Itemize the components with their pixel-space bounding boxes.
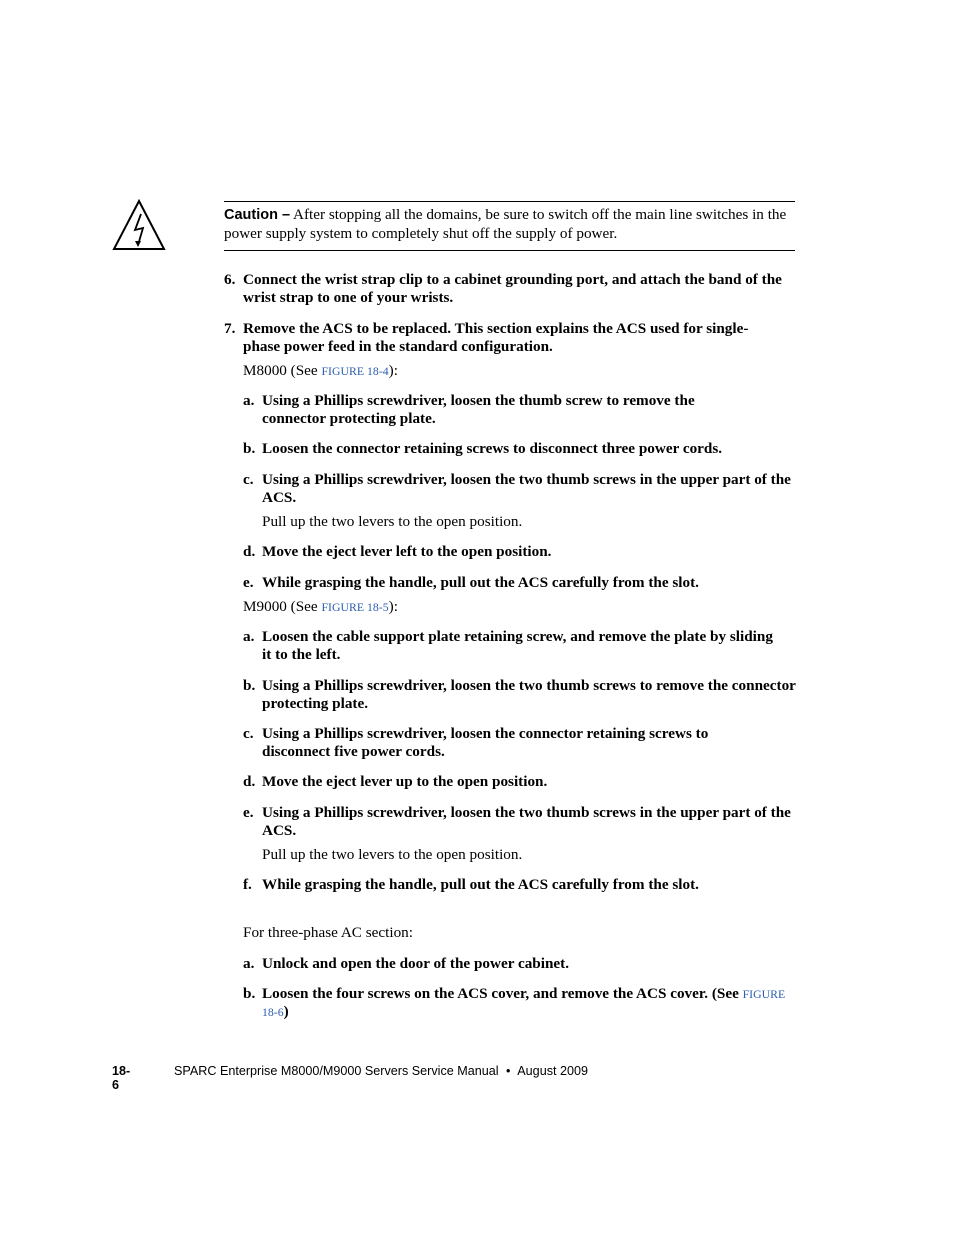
m9000-heading bbox=[243, 598, 398, 616]
caution-label: Caution – bbox=[224, 207, 291, 223]
electrical-hazard-icon bbox=[112, 199, 166, 251]
substep-text: While grasping the handle, pull out the ACS carefully from the slot. bbox=[262, 574, 699, 591]
substep-letter: e. bbox=[243, 574, 254, 591]
footer-date: August 2009 bbox=[517, 1064, 589, 1078]
caution-bottom-rule bbox=[224, 250, 795, 251]
step-number: 6. bbox=[224, 271, 236, 288]
substep-letter: c. bbox=[243, 471, 254, 488]
substep-letter: d. bbox=[243, 773, 256, 790]
m9000-prefix: M9000 (See bbox=[243, 598, 322, 615]
three-phase-intro: For three-phase AC section: bbox=[243, 924, 413, 941]
step-text: Remove the ACS to be replaced. This section explains the ACS used for single-phase power feed in the standard configuration. bbox=[243, 320, 749, 355]
figure-18-4-link[interactable]: FIGURE 18-4 bbox=[321, 364, 389, 378]
substep-text: Unlock and open the door of the power cabinet. bbox=[262, 955, 570, 972]
footer-bullet: • bbox=[506, 1064, 511, 1078]
figure-18-5-link[interactable]: FIGURE 18-5 bbox=[321, 600, 389, 614]
substep-text: Loosen the connector retaining screws to disconnect three power cords. bbox=[262, 440, 723, 457]
step-text: Connect the wrist strap clip to a cabinet grounding port, and attach the band of the wrist strap to one of your wrists. bbox=[243, 271, 782, 306]
substep-text: While grasping the handle, pull out the ACS carefully from the slot. bbox=[262, 876, 699, 893]
m8000-suffix: ): bbox=[388, 362, 398, 379]
m8000-step-c-note: Pull up the two levers to the open position. bbox=[262, 513, 523, 530]
substep-letter: c. bbox=[243, 725, 254, 742]
substep-letter: b. bbox=[243, 985, 256, 1002]
caution-top-rule bbox=[224, 201, 795, 202]
substep-letter: b. bbox=[243, 440, 256, 457]
substep-text bbox=[262, 985, 799, 1021]
caution-text: After stopping all the domains, be sure to switch off the main line switches in the power supply system to completely shut off the supply of power. bbox=[224, 206, 787, 242]
page-number: 18-6 bbox=[112, 1064, 131, 1092]
manual-title: SPARC Enterprise M8000/M9000 Servers Service Manual bbox=[174, 1064, 499, 1078]
substep-text: Using a Phillips screwdriver, loosen the two thumb screws in the upper part of the ACS. bbox=[262, 471, 791, 506]
substep-letter: a. bbox=[243, 392, 255, 409]
m8000-prefix: M8000 (See bbox=[243, 362, 322, 379]
substep-letter: a. bbox=[243, 628, 255, 645]
figure-18-6-link[interactable]: FIGURE 18-6 bbox=[262, 987, 786, 1019]
substep-text-body: Loosen the four screws on the ACS cover, and remove the ACS cover. (See bbox=[262, 985, 739, 1002]
closing-paren: ) bbox=[283, 1003, 289, 1020]
substep-text: Using a Phillips screwdriver, loosen the two thumb screws to remove the connector protecting plate. bbox=[262, 677, 796, 712]
substep-text: Using a Phillips screwdriver, loosen the thumb screw to remove the connector protecting plate. bbox=[262, 392, 695, 427]
substep-letter: f. bbox=[243, 876, 252, 893]
substep-text: Loosen the cable support plate retaining screw, and remove the plate by sliding it to the left. bbox=[262, 628, 773, 663]
m9000-suffix: ): bbox=[388, 598, 398, 615]
substep-letter: a. bbox=[243, 955, 255, 972]
caution-note bbox=[224, 206, 799, 243]
substep-letter: d. bbox=[243, 543, 256, 560]
step-number: 7. bbox=[224, 320, 236, 337]
substep-text: Using a Phillips screwdriver, loosen the two thumb screws in the upper part of the ACS. bbox=[262, 804, 791, 839]
footer-title bbox=[174, 1064, 588, 1078]
m8000-heading bbox=[243, 362, 398, 380]
m9000-step-e-note: Pull up the two levers to the open position. bbox=[262, 846, 523, 863]
substep-text: Using a Phillips screwdriver, loosen the connector retaining screws to disconnect five power cords. bbox=[262, 725, 709, 760]
substep-text: Move the eject lever up to the open position. bbox=[262, 773, 548, 790]
substep-letter: b. bbox=[243, 677, 256, 694]
substep-text: Move the eject lever left to the open position. bbox=[262, 543, 552, 560]
substep-letter: e. bbox=[243, 804, 254, 821]
